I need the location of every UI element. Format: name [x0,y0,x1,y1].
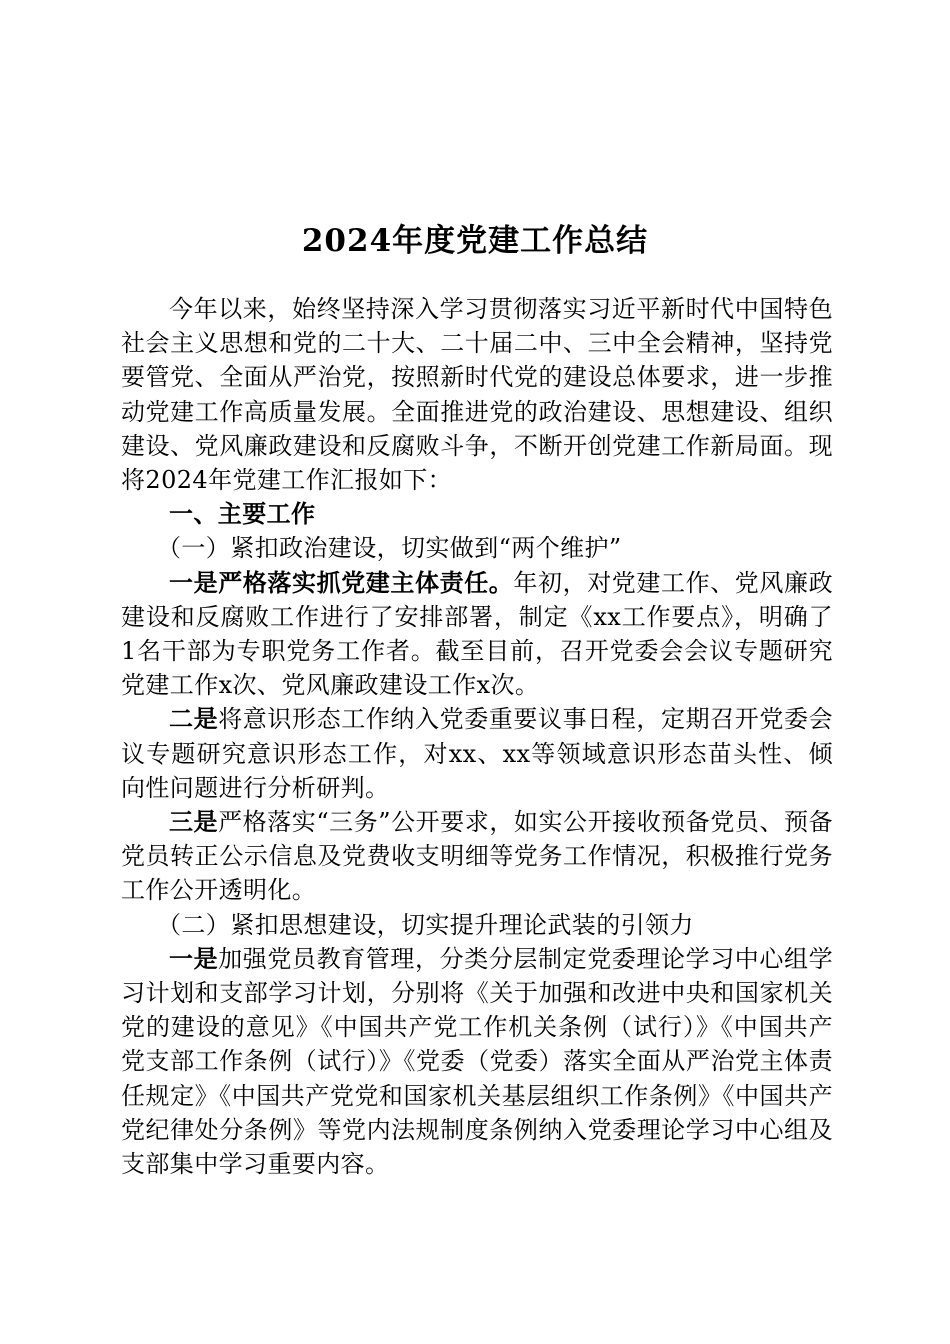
intro-paragraph: 今年以来，始终坚持深入学习贯彻落实习近平新时代中国特色社会主义思想和党的二十大、二十届二中、三中全会精神，坚持党要管党、全面从严治党，按照新时代党的建设总体要求，进一步推动党建工作高质量发展。全面推进党的政治建设、思想建设、组织建设、党风廉政建设和反腐败斗争，不断开创党建工作新局面。现将2024年党建工作汇报如下： [121,295,833,495]
item-text: 将意识形态工作纳入党委重要议事日程，定期召开党委会议专题研究意识形态工作，对xx、xx等领域意识形态苗头性、倾向性问题进行分析研判。 [121,705,833,802]
subsection-heading-political: （一）紧扣政治建设，切实做到“两个维护” [157,534,622,563]
paragraph-item-2 [121,702,833,805]
paragraph-item-4 [121,942,833,1181]
item-lead: 三是 [169,807,219,837]
item-lead: 二是 [169,704,219,734]
item-text: 年初，对党建工作、党风廉政建设和反腐败工作进行了安排部署，制定《xx工作要点》，明确了1名干部为专职党务工作者。截至目前，召开党委会会议专题研究党建工作x次、党风廉政建设工作x次。 [121,568,833,700]
document-body [121,292,833,1181]
subsection-heading-ideological: （二）紧扣思想建设，切实提升理论武装的引领力 [157,910,694,939]
item-lead: 一是 [169,943,219,973]
paragraph-item-1 [121,566,833,703]
section-heading-main-work: 一、主要工作 [169,499,316,529]
item-lead: 一是严格落实抓党建主体责任。 [169,567,514,597]
item-text: 严格落实“三务”公开要求，如实公开接收预备党员、预备党员转正公示信息及党费收支明细等党务工作情况，积极推行党务工作公开透明化。 [121,808,833,905]
page-title: 2024年度党建工作总结 [301,222,649,259]
item-text: 加强党员教育管理，分类分层制定党委理论学习中心组学习计划和支部学习计划，分别将《关于加强和改进中央和国家机关党的建设的意见》《中国共产党工作机关条例（试行）》《中国共产党支部工作条例（试行）》《党委（党委）落实全面从严治党主体责任规定》《中国共产党党和国家机关基层组织工作条例》《中国共产党纪律处分条例》等党内法规制度条例纳入党委理论学习中心组及支部集中学习重要内容。 [121,944,833,1179]
paragraph-item-3 [121,805,833,908]
